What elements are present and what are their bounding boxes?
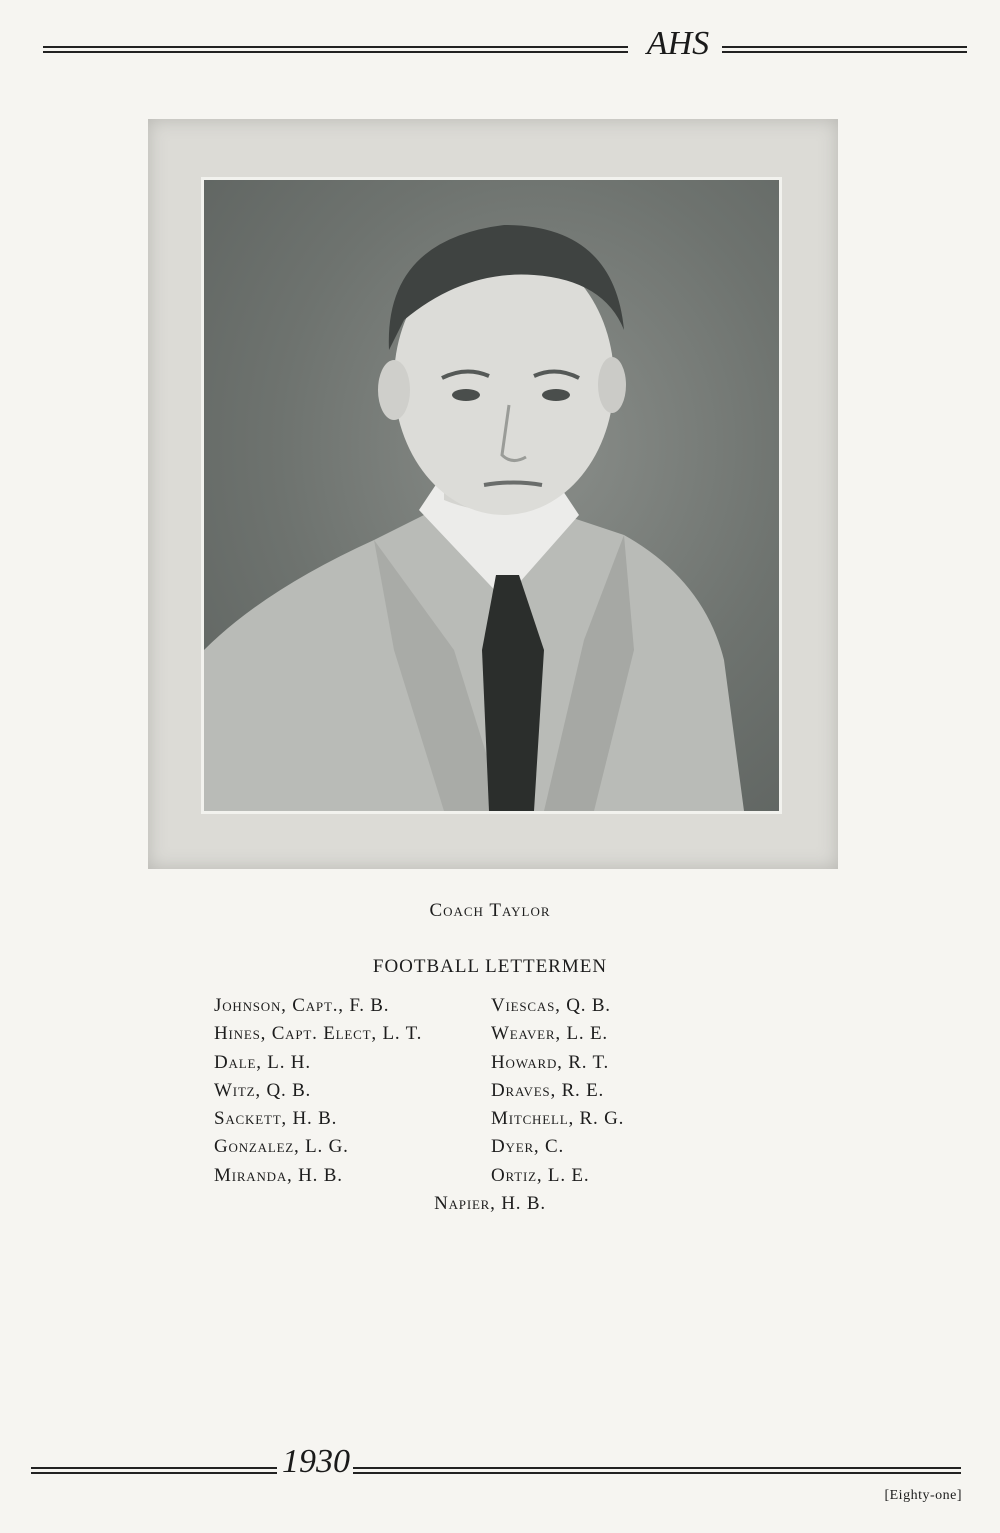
roster-entry: Howard, R. T. xyxy=(491,1051,610,1073)
footer-rule-right xyxy=(353,1467,961,1469)
portrait-photo xyxy=(201,177,782,814)
roster-entry: Miranda, H. B. xyxy=(214,1164,343,1186)
roster-entry: Johnson, Capt., F. B. xyxy=(214,995,390,1016)
list-heading: FOOTBALL LETTERMEN xyxy=(372,956,608,977)
roster-entry: Hines, Capt. Elect, L. T. xyxy=(214,1023,423,1045)
roster-left-column xyxy=(214,992,484,1190)
header-rule-left xyxy=(43,46,628,48)
roster-entry: Witz, Q. B. xyxy=(214,1079,312,1101)
roster-entry: Dyer, C. xyxy=(491,1136,565,1158)
roster-entry: Gonzalez, L. G. xyxy=(214,1136,349,1158)
footer-rule-left xyxy=(31,1467,277,1469)
page-number: [Eighty-one] xyxy=(884,1488,962,1503)
photo-mount xyxy=(148,119,838,869)
roster-entry: Sackett, H. B. xyxy=(214,1108,338,1130)
roster-entry: Viescas, Q. B. xyxy=(491,995,611,1016)
roster-entry-centered: Napier, H. B. xyxy=(434,1193,546,1214)
roster-entry: Ortiz, L. E. xyxy=(491,1164,590,1186)
portrait-figure-icon xyxy=(204,180,779,811)
roster-entry: Draves, R. E. xyxy=(491,1079,605,1101)
roster-entry: Dale, L. H. xyxy=(214,1051,311,1073)
photo-caption: Coach Taylor xyxy=(429,900,551,921)
roster-right-column xyxy=(491,992,731,1190)
roster-entry: Weaver, L. E. xyxy=(491,1023,608,1045)
roster-entry: Mitchell, R. G. xyxy=(491,1108,625,1130)
header-rule-right xyxy=(722,46,967,48)
header-title: AHS xyxy=(646,25,710,62)
footer-year: 1930 xyxy=(282,1443,350,1480)
